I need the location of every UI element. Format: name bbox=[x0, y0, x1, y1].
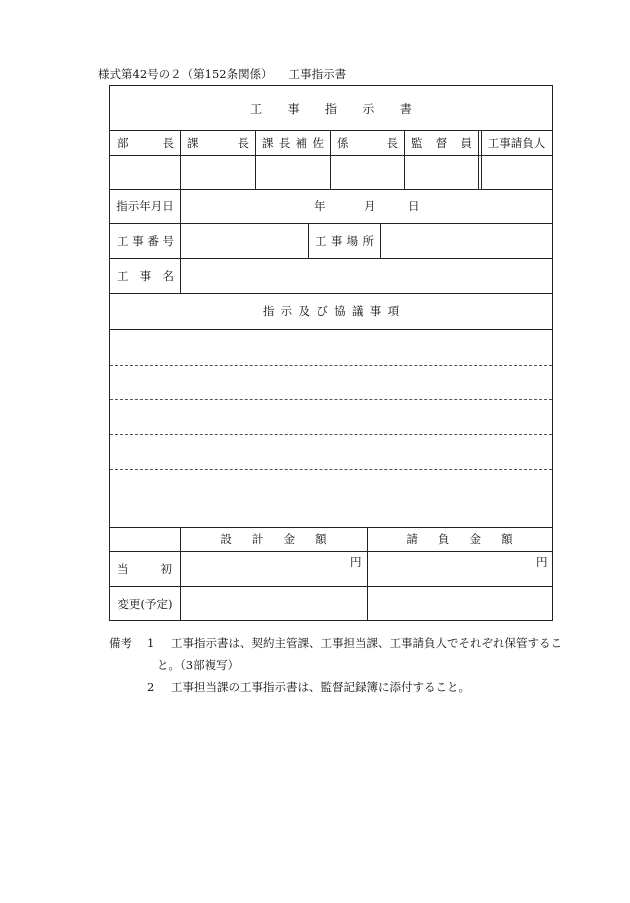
instructions-area[interactable] bbox=[110, 329, 552, 527]
instructions-label: 指示及び協議事項 bbox=[262, 304, 406, 318]
form-header bbox=[98, 66, 346, 82]
change-contract-amount-field[interactable] bbox=[367, 586, 552, 621]
work-name-field[interactable] bbox=[180, 258, 552, 293]
design-amount-label: 設計金額 bbox=[220, 532, 347, 546]
seal-box-kacho-hosa[interactable] bbox=[255, 155, 330, 189]
date-year: 年 bbox=[314, 199, 326, 213]
form-title: 工 事 指 示 書 bbox=[250, 101, 423, 116]
notes-prefix: 備考 bbox=[109, 636, 132, 650]
seal-box-kantokuin[interactable] bbox=[404, 155, 478, 189]
seal-box-contractor[interactable] bbox=[481, 155, 552, 189]
approver-kakaricho: 係 長 bbox=[337, 135, 398, 150]
approver-kantokuin: 監 督 員 bbox=[411, 135, 472, 150]
seal-box-kakaricho[interactable] bbox=[330, 155, 404, 189]
contract-amount-label: 請負金額 bbox=[406, 532, 533, 546]
form-name: 工事指示書 bbox=[288, 67, 347, 81]
approver-contractor: 工事請負人 bbox=[487, 135, 546, 150]
initial-label: 当 初 bbox=[117, 561, 172, 576]
date-field[interactable] bbox=[180, 189, 552, 223]
work-name-label: 工 事 名 bbox=[117, 268, 174, 283]
note-1-line2: と。（3部複写） bbox=[157, 658, 240, 672]
seal-box-kacho[interactable] bbox=[180, 155, 255, 189]
approver-bucho: 部 長 bbox=[117, 135, 174, 150]
initial-contract-yen: 円 bbox=[536, 555, 548, 569]
date-day: 日 bbox=[408, 199, 420, 213]
initial-design-amount-field[interactable] bbox=[180, 551, 367, 586]
note-1-line1: 工事指示書は、契約主管課、工事担当課、工事請負人でそれぞれ保管するこ bbox=[171, 636, 562, 650]
initial-contract-amount-field[interactable] bbox=[367, 551, 552, 586]
work-place-label: 工 事 場 所 bbox=[315, 233, 374, 248]
work-number-field[interactable] bbox=[180, 223, 308, 258]
approver-kacho-hosa: 課 長 補 佐 bbox=[262, 135, 324, 150]
date-label: 指示年月日 bbox=[116, 199, 174, 213]
date-month: 月 bbox=[364, 199, 376, 213]
work-number-label: 工 事 番 号 bbox=[117, 233, 174, 248]
initial-design-yen: 円 bbox=[350, 555, 362, 569]
seal-box-bucho[interactable] bbox=[110, 155, 180, 189]
change-label: 変更(予定) bbox=[117, 596, 173, 611]
work-place-field[interactable] bbox=[380, 223, 552, 258]
note-1-number: 1 bbox=[147, 636, 155, 650]
change-design-amount-field[interactable] bbox=[180, 586, 367, 621]
approver-kacho: 課 長 bbox=[187, 135, 249, 150]
work-instruction-form bbox=[109, 85, 553, 621]
form-number: 様式第42号の２（第152条関係） bbox=[98, 67, 273, 81]
note-2-line1: 工事担当課の工事指示書は、監督記録簿に添付すること。 bbox=[171, 680, 470, 694]
notes bbox=[109, 632, 562, 698]
note-2-number: 2 bbox=[147, 680, 155, 694]
